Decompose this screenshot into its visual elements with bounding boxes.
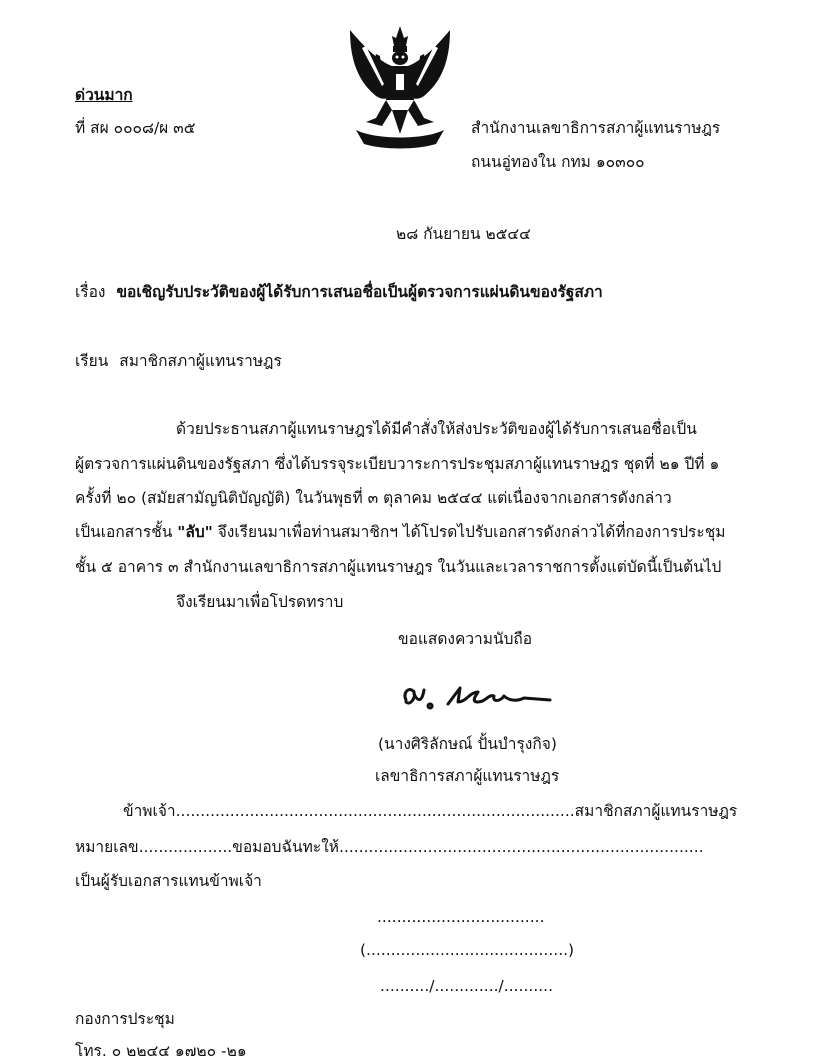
body-line-4 <box>75 525 755 541</box>
signer-name: (นางศิริลักษณ์ ปั้นบำรุงกิจ) <box>378 735 557 753</box>
body-line-1: ด้วยประธานสภาผู้แทนราษฎรได้มีคำสั่งให้ส่งประวัติของผู้ได้รับการเสนอชื่อเป็น <box>176 420 697 438</box>
body-line-5: ชั้น ๕ อาคาร ๓ สำนักงานเลขาธิการสภาผู้แทนราษฎร ในวันและเวลาราชการตั้งแต่บัดนี้เป็นต้นไป <box>75 558 722 576</box>
handwritten-signature <box>400 680 560 712</box>
office-name: สำนักงานเลขาธิการสภาผู้แทนราษฎร <box>471 119 721 137</box>
form-proxy-line-3: เป็นผู้รับเอกสารแทนข้าพเจ้า <box>75 872 262 890</box>
body-line-4-end: จึงเรียนมาเพื่อท่านสมาชิกฯ ได้โปรดไปรับเอกสารดังกล่าวได้ที่กองการประชุม <box>217 523 726 541</box>
form-proxy-line-1: ข้าพเจ้า.................................................................................สมาชิกสภาผู้แทนราษฎร <box>123 802 738 820</box>
body-line-2: ผู้ตรวจการแผ่นดินของรัฐสภา ซึ่งได้บรรจุระเบียบวาระการประชุมสภาผู้แทนราษฎร ชุดที่ ๒๑ ปีที่ ๑ <box>75 455 720 473</box>
form-signature-blank: .................................. <box>377 908 545 926</box>
urgency-mark: ด่วนมาก <box>75 86 133 104</box>
letter-date: ๒๘ กันยายน ๒๕๔๔ <box>396 225 531 243</box>
body-line-3: ครั้งที่ ๒๐ (สมัยสามัญนิติบัญญัติ) ในวันพุธที่ ๓ ตุลาคม ๒๕๔๔ แต่เนื่องจากเอกสารดังกล่าว <box>75 489 672 507</box>
body-line-4-start: เป็นเอกสารชั้น <box>75 523 173 541</box>
subject-line <box>75 285 603 301</box>
footer-phone: โทร. ๐ ๒๒๔๔ ๑๗๒๐ -๒๑ <box>75 1042 247 1060</box>
recipient-label: เรียน <box>75 352 109 370</box>
recipient-line <box>75 354 282 370</box>
regards: ขอแสดงความนับถือ <box>398 630 533 648</box>
garuda-emblem <box>336 22 464 150</box>
subject-label: เรื่อง <box>75 283 106 301</box>
form-date-blank: ........../............./.......... <box>380 977 554 995</box>
subject-text: ขอเชิญรับประวัติของผู้ได้รับการเสนอชื่อเป็นผู้ตรวจการแผ่นดินของรัฐสภา <box>116 283 603 301</box>
closing-request: จึงเรียนมาเพื่อโปรดทราบ <box>176 593 344 611</box>
footer-department: กองการประชุม <box>75 1010 175 1028</box>
form-name-blank: (.........................................) <box>360 941 575 959</box>
reference-number: ที่ สผ ๐๐๐๘/ผ ๓๕ <box>75 119 196 137</box>
form-proxy-line-2: หมายเลข...................ขอมอบฉันทะให้.......................................................................... <box>75 838 704 856</box>
secret-classification: "ลับ" <box>177 523 213 541</box>
recipient-text: สมาชิกสภาผู้แทนราษฎร <box>119 352 282 370</box>
office-address: ถนนอู่ทองใน กทม ๑๐๓๐๐ <box>471 153 645 171</box>
signer-title: เลขาธิการสภาผู้แทนราษฎร <box>375 767 560 785</box>
